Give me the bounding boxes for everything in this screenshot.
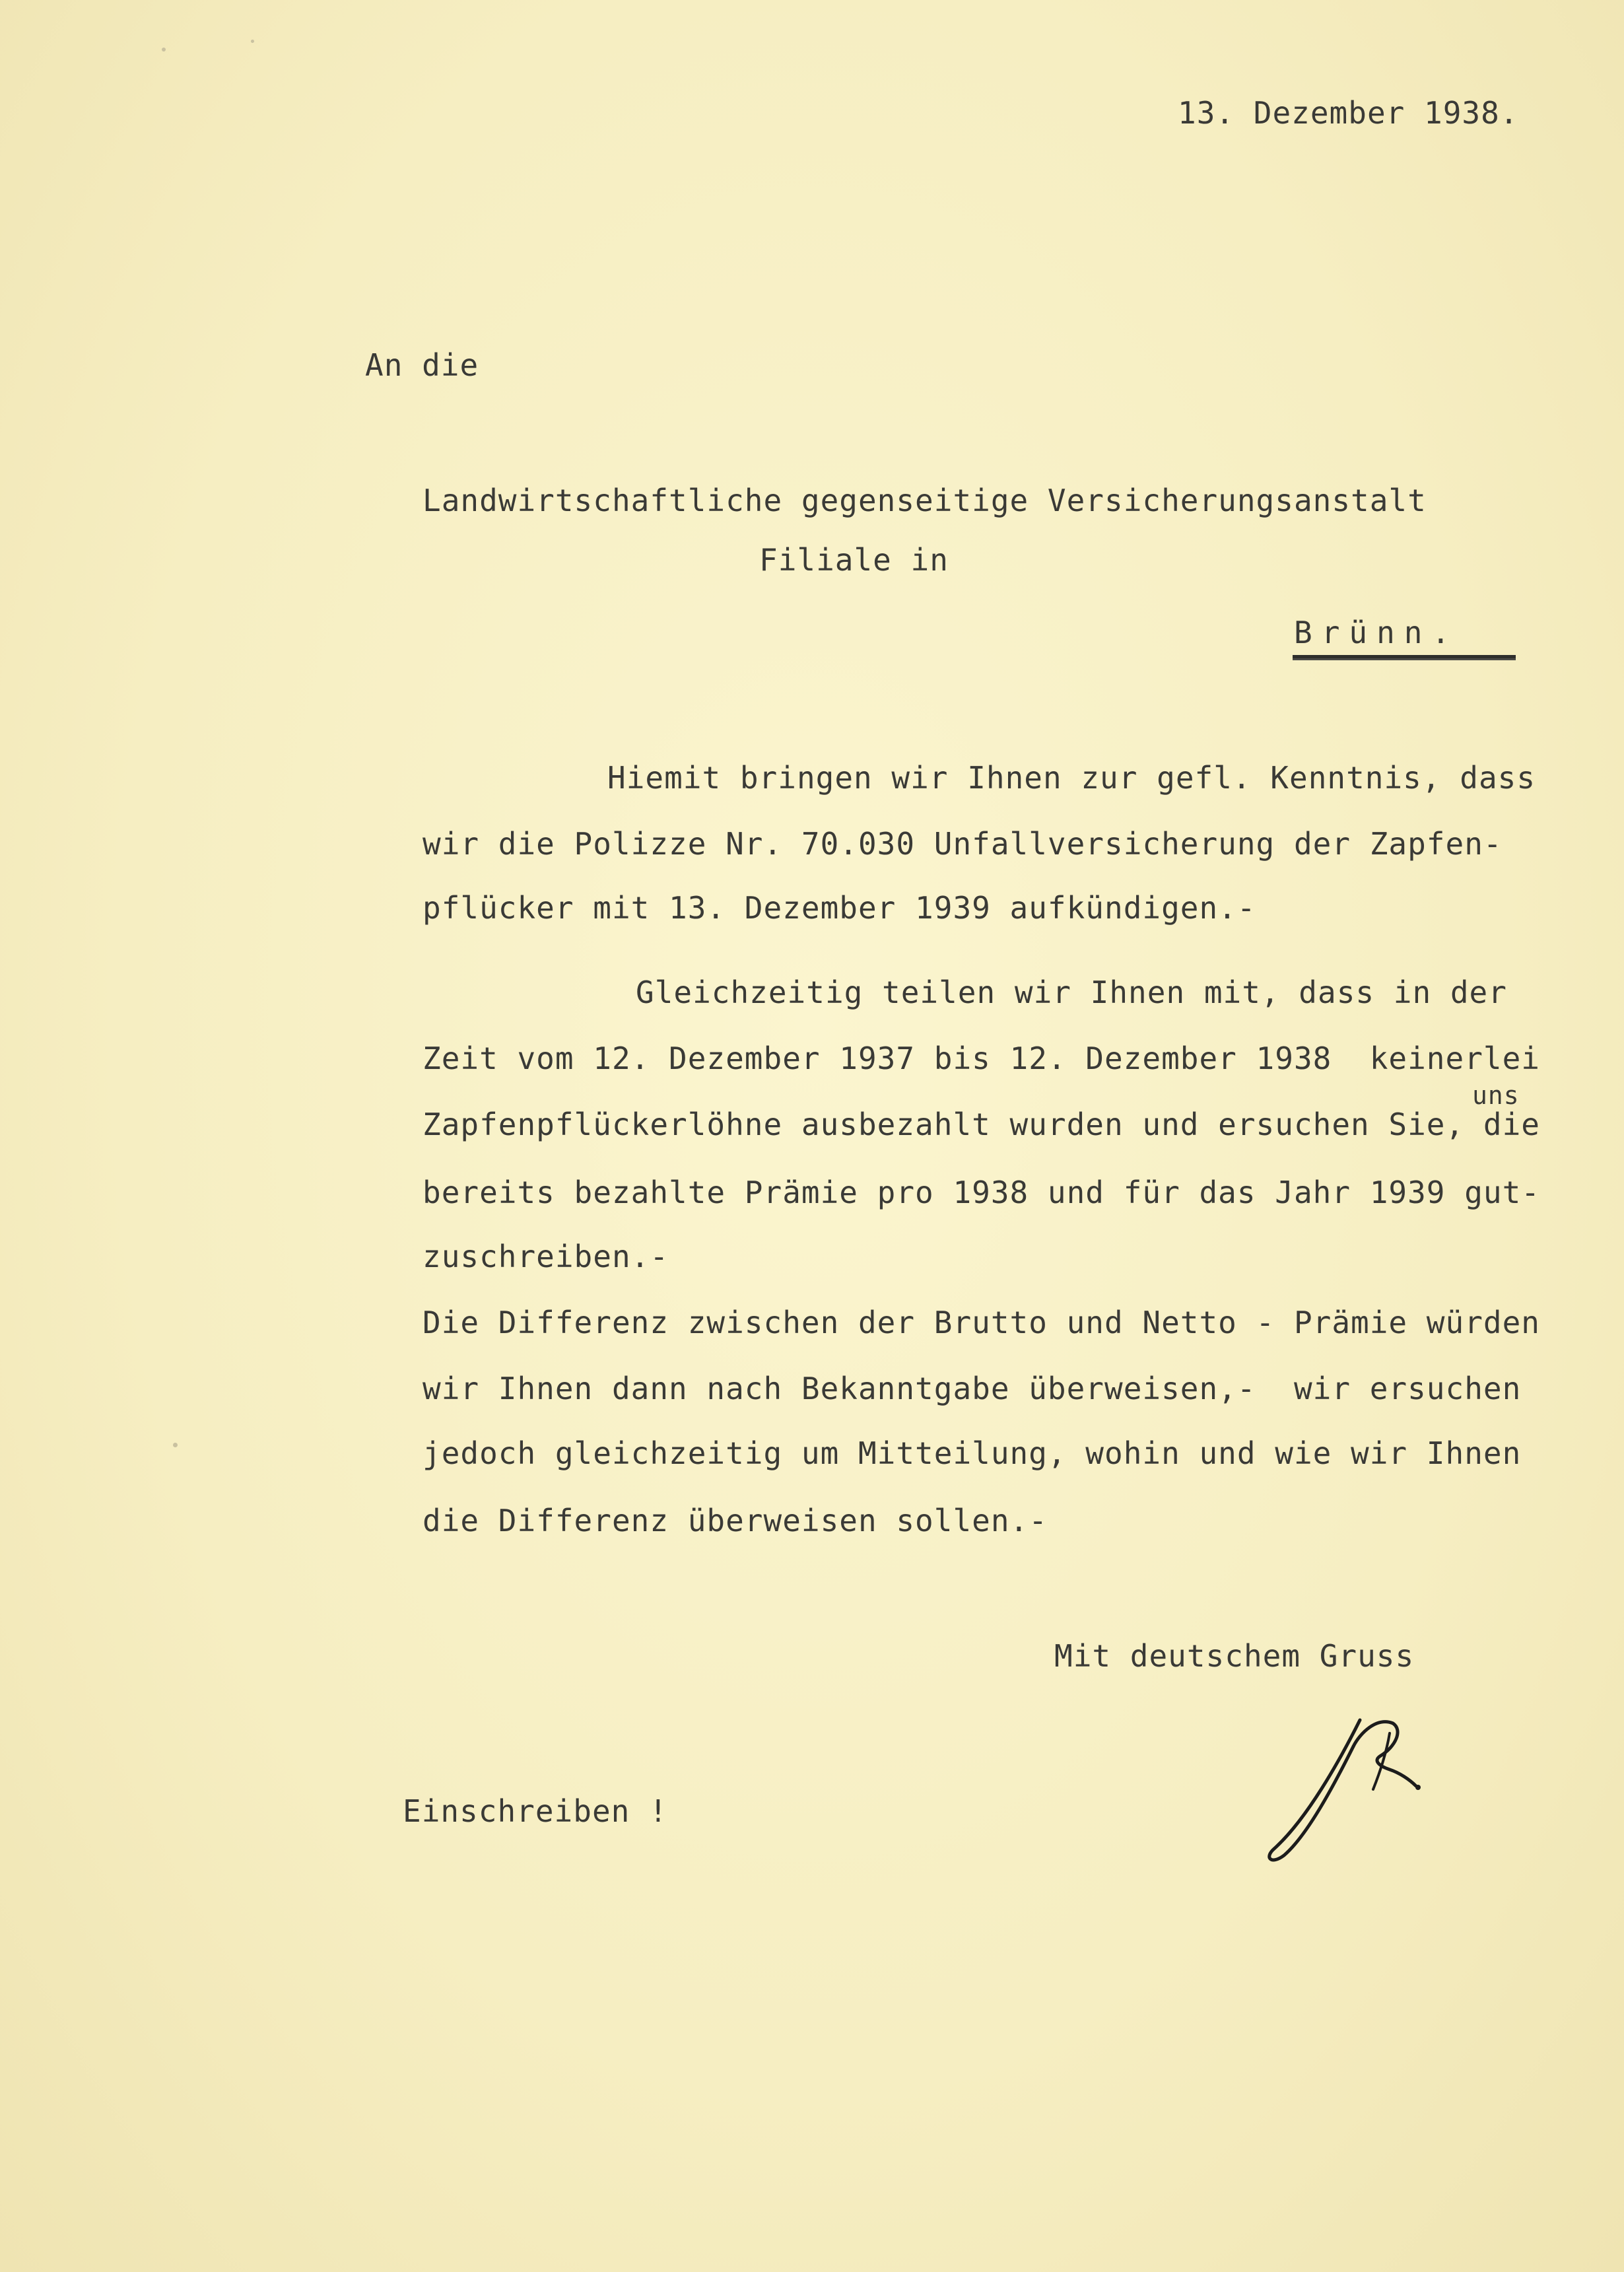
interlinear-insert: uns — [1472, 1081, 1520, 1110]
paragraph1-line: pflücker mit 13. Dezember 1939 aufkündigen.- — [423, 890, 1256, 926]
paragraph3-line: Die Differenz zwischen der Brutto und Netto - Prämie würden — [423, 1305, 1540, 1340]
paragraph3-line: jedoch gleichzeitig um Mitteilung, wohin und wie wir Ihnen — [423, 1435, 1522, 1471]
paper-speck — [251, 40, 254, 43]
paragraph2-line: Gleichzeitig teilen wir Ihnen mit, dass in der — [636, 975, 1507, 1010]
paragraph1-line: wir die Polizze Nr. 70.030 Unfallversicherung der Zapfen- — [423, 826, 1503, 862]
paragraph3-line: die Differenz überweisen sollen.- — [423, 1503, 1048, 1538]
recipient-branch: Filiale in — [759, 542, 949, 578]
recipient-name: Landwirtschaftliche gegenseitige Versicherungsanstalt — [423, 483, 1427, 518]
paragraph2-line: Zapfenpflückerlöhne ausbezahlt wurden und ersuchen Sie, die — [423, 1107, 1540, 1142]
paragraph3-line: wir Ihnen dann nach Bekanntgabe überweisen,- wir ersuchen — [423, 1371, 1522, 1406]
paragraph2-line: bereits bezahlte Prämie pro 1938 und für das Jahr 1939 gut- — [423, 1175, 1540, 1210]
closing-salutation: Mit deutschem Gruss — [1054, 1638, 1415, 1674]
paper-speck — [162, 48, 166, 52]
letter-date: 13. Dezember 1938. — [1178, 95, 1519, 131]
handwritten-signature — [1261, 1707, 1446, 1865]
registered-mail-note: Einschreiben ! — [403, 1793, 668, 1829]
paragraph2-line: Zeit vom 12. Dezember 1937 bis 12. Dezember 1938 keinerlei — [423, 1041, 1540, 1076]
paper-speck — [173, 1443, 178, 1447]
city-underline — [1293, 655, 1516, 660]
address-greeting: An die — [365, 347, 479, 383]
paragraph2-line: zuschreiben.- — [423, 1239, 669, 1274]
paragraph1-line: Hiemit bringen wir Ihnen zur gefl. Kenntnis, dass — [607, 760, 1536, 796]
recipient-city: Brünn. — [1294, 615, 1460, 650]
